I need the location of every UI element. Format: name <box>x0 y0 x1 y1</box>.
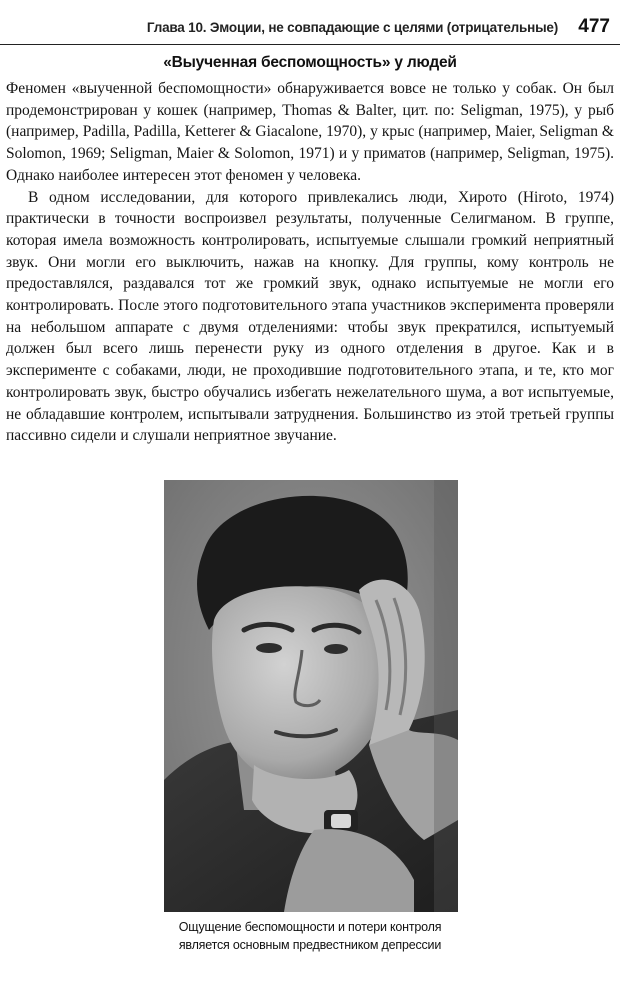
photo-illustration <box>164 480 458 912</box>
chapter-running-title: Глава 10. Эмоции, не совпадающие с целями (отрицательные) <box>146 20 558 35</box>
photo-pensive-man <box>164 480 458 912</box>
section-heading: «Выученная беспомощность» у людей <box>163 54 457 71</box>
paragraph-1: Феномен «выученной беспомощности» обнаруживается вовсе не только у собак. Он был продемонстрирован у кошек (например, Thomas & Balter, цит. по: Seligman, 1975), у рыб (например, Padilla, Padilla, Ketterer & Giacalone, 1970), у крыс (например, Maier, Seligman & Solomon, 1969; Seligman, Maier & Solomon, 1971) и у приматов (например, Seligman, 1975). Однако наиболее интересен этот феномен у человека. <box>6 80 614 184</box>
running-head <box>0 18 620 45</box>
paragraph-2: В одном исследовании, для которого привлекались люди, Хирото (Hiroto, 1974) практически в точности воспроизвел результаты, полученные Селигманом. В группе, которая имела возможность контролировать, испытуемые слышали громкий неприятный звук. Они могли его выключить, нажав на кнопку. Для группы, кому контроль не предоставлялся, раздавался тот же громкий звук, однако испытуемые не могли его контролировать. После этого подготовительного этапа участников эксперимента проверяли на небольшом аппарате с двумя отделениями: чтобы звук прекратился, испытуемый должен был всего лишь перенести руку из одного отделения в другое. Как и в эксперименте с собаками, люди, не проходившие подготовительного этапа, и те, кто мог контролировать звук, быстро обучались избегать нежелательного шума, а вот испытуемые, не обладавшие контролем, испытывали затруднения. Большинство из этой третьей группы пассивно сидели и слушали неприятное звучание. <box>6 188 614 445</box>
caption-line-1: Ощущение беспомощности и потери контроля <box>178 920 442 934</box>
body-text <box>6 78 614 447</box>
figure-caption <box>130 918 490 954</box>
caption-line-2: является основным предвестником депрессии <box>178 938 442 952</box>
page-number: 477 <box>578 16 610 37</box>
